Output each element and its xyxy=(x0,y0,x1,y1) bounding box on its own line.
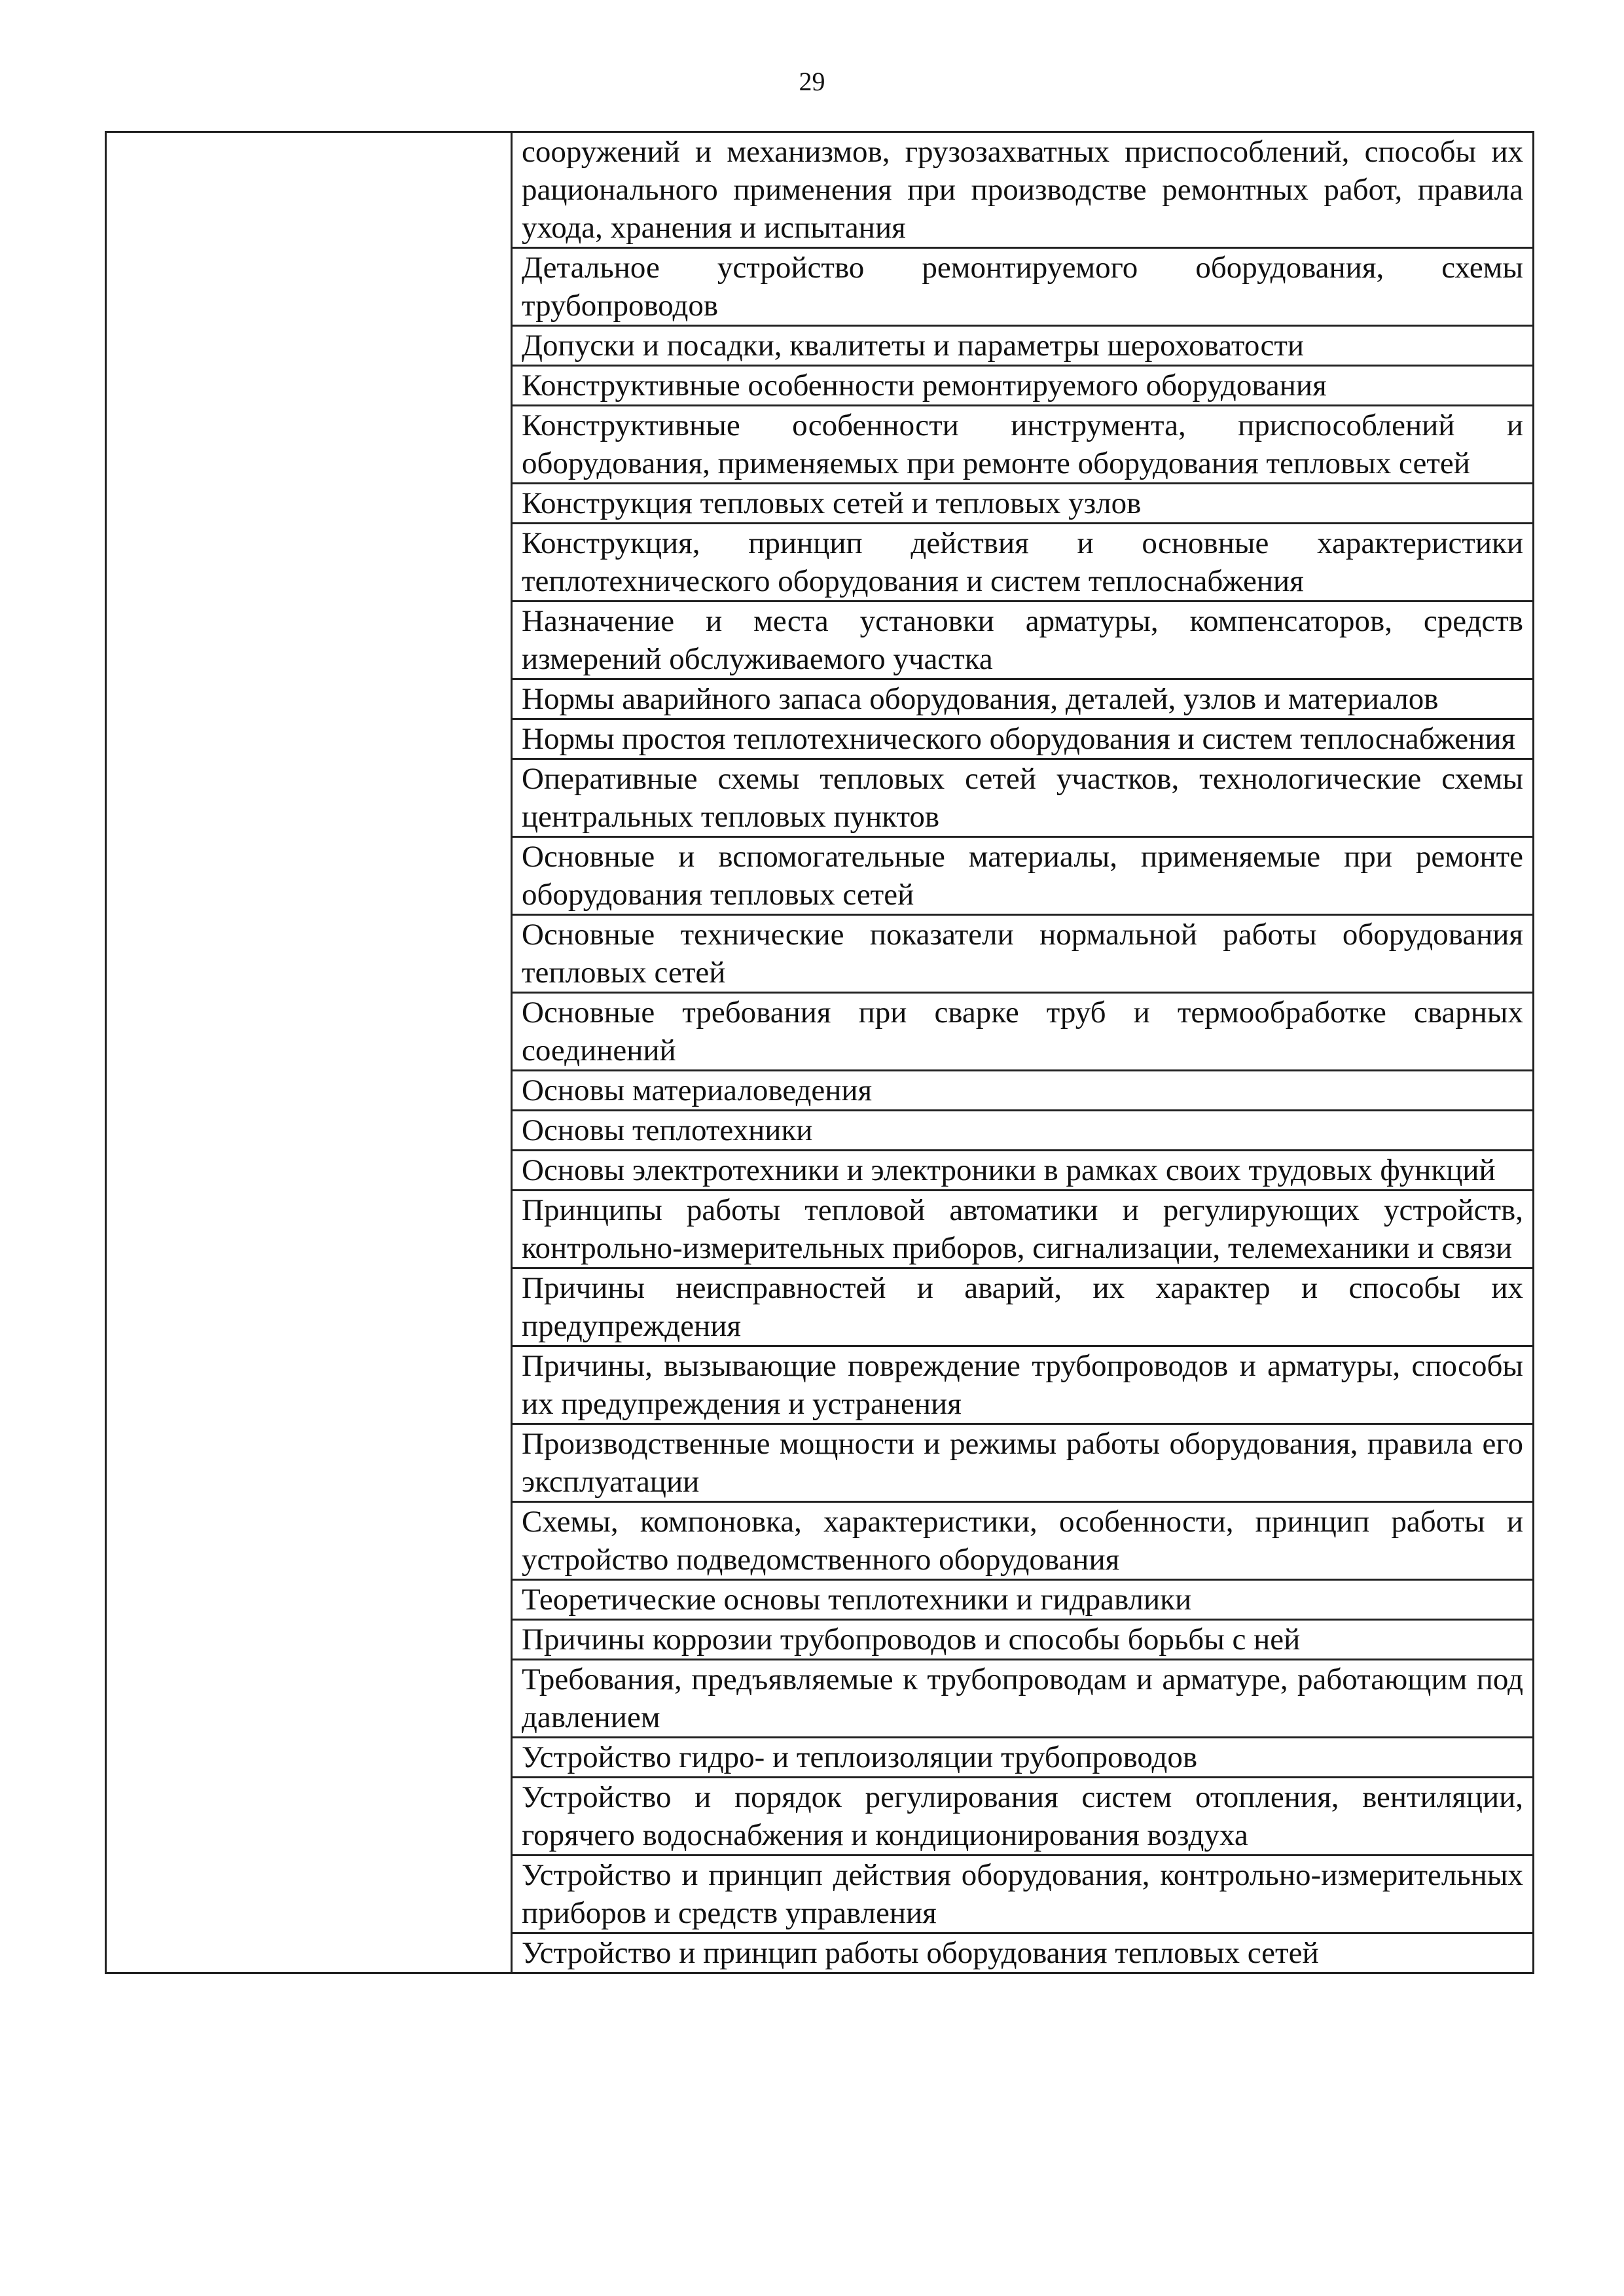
knowledge-item-cell: Конструктивные особенности инструмента, приспособлений и оборудования, применяемых при ремонте оборудования тепловых сетей xyxy=(512,406,1534,484)
knowledge-item-cell: Основы электротехники и электроники в рамках своих трудовых функций xyxy=(512,1151,1534,1191)
knowledge-item-cell: Назначение и места установки арматуры, компенсаторов, средств измерений обслуживаемого участка xyxy=(512,601,1534,679)
table-body xyxy=(106,132,1534,1973)
knowledge-item-cell: Причины неисправностей и аварий, их характер и способы их предупреждения xyxy=(512,1268,1534,1346)
page-number: 29 xyxy=(799,67,825,96)
knowledge-item-cell: Допуски и посадки, квалитеты и параметры шероховатости xyxy=(512,326,1534,366)
knowledge-item-cell: Требования, предъявляемые к трубопроводам и арматуре, работающим под давлением xyxy=(512,1660,1534,1738)
knowledge-item-cell: Основные требования при сварке труб и термообработке сварных соединений xyxy=(512,993,1534,1071)
knowledge-item-cell: Принципы работы тепловой автоматики и регулирующих устройств, контрольно-измерительных приборов, сигнализации, телемеханики и связи xyxy=(512,1191,1534,1268)
knowledge-item-cell: Основы теплотехники xyxy=(512,1111,1534,1151)
knowledge-item-cell: Производственные мощности и режимы работы оборудования, правила его эксплуатации xyxy=(512,1424,1534,1502)
knowledge-item-cell: Схемы, компоновка, характеристики, особенности, принцип работы и устройство подведомственного оборудования xyxy=(512,1502,1534,1580)
knowledge-item-cell: Причины, вызывающие повреждение трубопроводов и арматуры, способы их предупреждения и устранения xyxy=(512,1346,1534,1424)
knowledge-item-cell: Нормы аварийного запаса оборудования, деталей, узлов и материалов xyxy=(512,679,1534,719)
knowledge-item-cell: сооружений и механизмов, грузозахватных приспособлений, способы их рационального применения при производстве ремонтных работ, правила ухода, хранения и испытания xyxy=(512,132,1534,248)
knowledge-item-cell: Конструктивные особенности ремонтируемого оборудования xyxy=(512,366,1534,406)
knowledge-item-cell: Оперативные схемы тепловых сетей участков, технологические схемы центральных тепловых пунктов xyxy=(512,759,1534,837)
knowledge-item-cell: Основы материаловедения xyxy=(512,1071,1534,1111)
knowledge-table xyxy=(105,131,1534,1974)
knowledge-item-cell: Устройство и принцип работы оборудования тепловых сетей xyxy=(512,1933,1534,1973)
table-row xyxy=(106,132,1534,248)
knowledge-item-cell: Устройство и порядок регулирования систем отопления, вентиляции, горячего водоснабжения и кондиционирования воздуха xyxy=(512,1778,1534,1856)
knowledge-item-cell: Основные технические показатели нормальной работы оборудования тепловых сетей xyxy=(512,915,1534,993)
knowledge-item-cell: Причины коррозии трубопроводов и способы борьбы с ней xyxy=(512,1620,1534,1660)
knowledge-item-cell: Нормы простоя теплотехнического оборудования и систем теплоснабжения xyxy=(512,719,1534,759)
knowledge-item-cell: Основные и вспомогательные материалы, применяемые при ремонте оборудования тепловых сетей xyxy=(512,837,1534,915)
knowledge-item-cell: Устройство гидро- и теплоизоляции трубопроводов xyxy=(512,1738,1534,1778)
knowledge-item-cell: Конструкция тепловых сетей и тепловых узлов xyxy=(512,484,1534,524)
knowledge-item-cell: Теоретические основы теплотехники и гидравлики xyxy=(512,1580,1534,1620)
knowledge-item-cell: Конструкция, принцип действия и основные характеристики теплотехнического оборудования и систем теплоснабжения xyxy=(512,524,1534,601)
label-cell-empty xyxy=(106,132,512,1973)
knowledge-item-cell: Детальное устройство ремонтируемого оборудования, схемы трубопроводов xyxy=(512,248,1534,326)
knowledge-item-cell: Устройство и принцип действия оборудования, контрольно-измерительных приборов и средств управления xyxy=(512,1856,1534,1933)
